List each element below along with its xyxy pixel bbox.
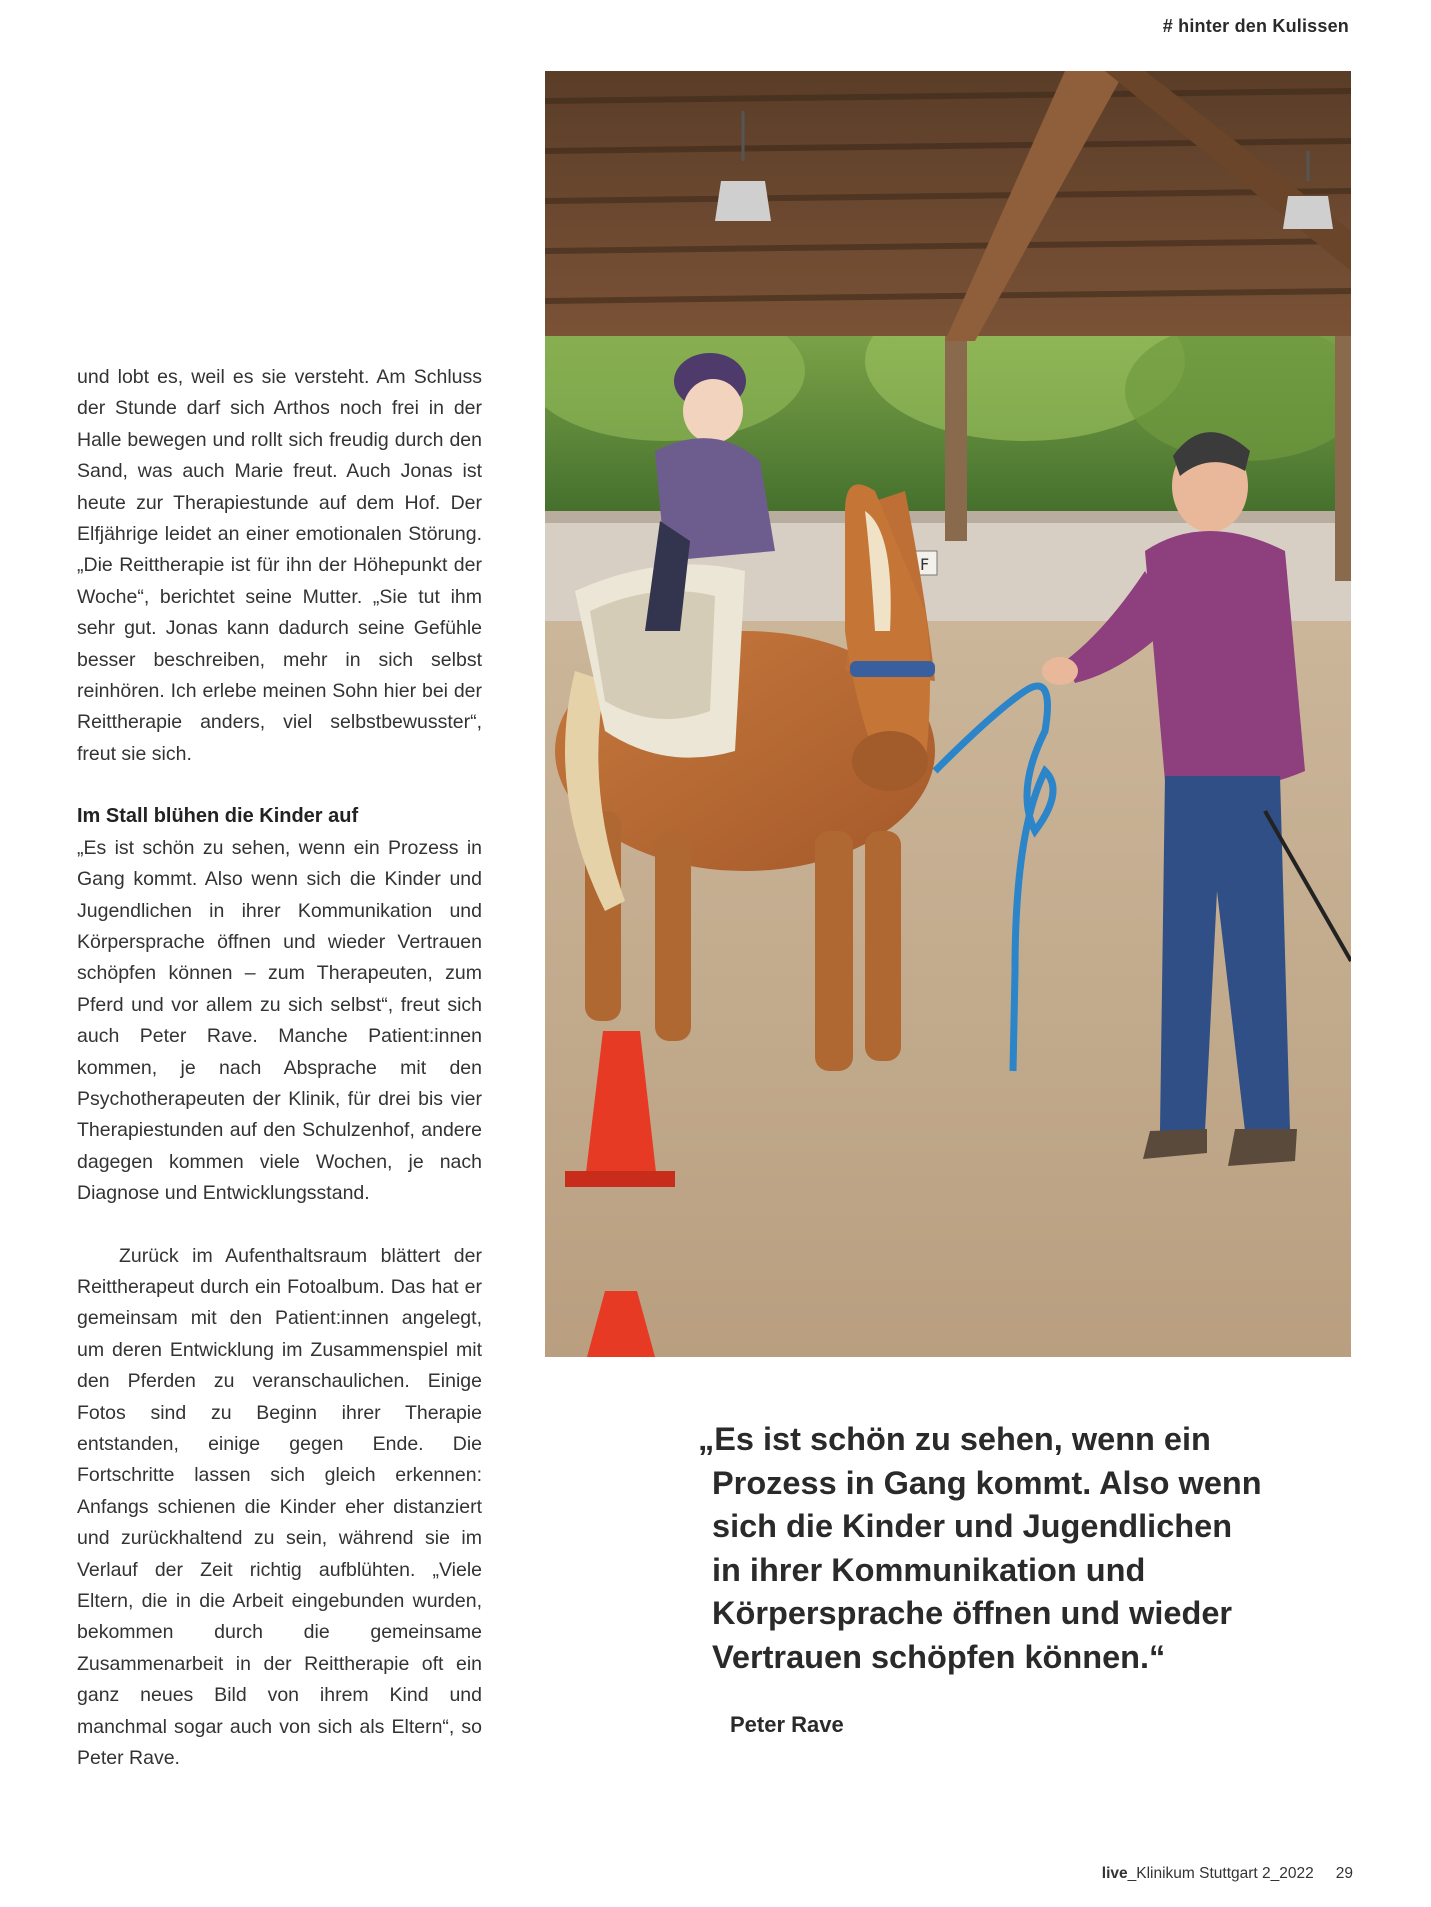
quote-line: in ihrer Kommunikation und bbox=[712, 1551, 1146, 1588]
quote-author: Peter Rave bbox=[730, 1712, 844, 1737]
quote-line: sich die Kinder und Jugendlichen bbox=[712, 1508, 1233, 1545]
footer-brand: live bbox=[1101, 1865, 1128, 1882]
quote-line: Prozess in Gang kommt. Also wenn bbox=[712, 1464, 1262, 1501]
paragraph-2: „Es ist schön zu sehen, wenn ein Prozess in Gang kommt. Also wenn sich die Kinder und Jugendlichen in ihrer Kommunikation und Körpersprache öffnen und wieder Vertrauen schöpfen können – zum Therapeuten, zum Pferd und vor allem zu sich selbst“, freut sich auch Peter Rave. Manche Patient:innen kommen, je nach Absprache mit den Psychotherapeuten der Klinik, für drei bis vier Therapiestunden auf den Schulzenhof, andere dagegen kommen viele Wochen, je nach Diagnose und Entwicklungsstand. bbox=[77, 836, 482, 1205]
subheading: Im Stall blühen die Kinder auf bbox=[77, 805, 359, 828]
footer-publication: _Klinikum Stuttgart 2_2022 bbox=[1127, 1865, 1314, 1882]
paragraph-3: Zurück im Aufenthaltsraum blättert der Reittherapeut durch ein Fotoalbum. Das hat er gemeinsam mit den Patient:innen angelegt, um deren Entwicklung im Zusammenspiel mit den Pferden zu veranschaulichen. Einige Fotos sind zu Beginn ihrer Therapie entstanden, einige gegen Ende. Die Fortschritte lassen sich gleich erkennen: Anfangs schienen die Kinder eher distanziert und zurückhaltend zu sein, während sie im Verlauf der Zeit richtig aufblühten. „Viele Eltern, die in die Arbeit eingebunden wurden, bekommen durch die gemeinsame Zusammenarbeit in der Reittherapie oft ein ganz neues Bild von ihrem Kind und manchmal sogar auch von sich als Eltern“, so Peter Rave. bbox=[77, 1244, 482, 1770]
quote-line: Körpersprache öffnen und wieder bbox=[712, 1595, 1233, 1632]
svg-text:F: F bbox=[920, 555, 930, 574]
section-tag: # hinter den Kulissen bbox=[1162, 16, 1349, 36]
quote-line: Vertrauen schöpfen können.“ bbox=[712, 1638, 1166, 1675]
riding-therapy-photo bbox=[545, 71, 1351, 1357]
page-footer bbox=[1102, 1865, 1353, 1883]
article-column bbox=[77, 362, 482, 1774]
pull-quote bbox=[698, 1418, 1312, 1680]
quote-line: „Es ist schön zu sehen, wenn ein bbox=[698, 1421, 1211, 1457]
page-number: 29 bbox=[1335, 1865, 1353, 1882]
paragraph-1: und lobt es, weil es sie versteht. Am Schluss der Stunde darf sich Arthos noch frei in der Halle bewegen und rollt sich freudig durch den Sand, was auch Marie freut. Auch Jonas ist heute zur Therapiestunde auf dem Hof. Der Elfjährige leidet an einer emotionalen Störung. „Die Reittherapie ist für ihn der Höhepunkt der Woche“, berichtet seine Mutter. „Sie tut ihm sehr gut. Jonas kann dadurch seine Gefühle besser beschreiben, mehr in sich selbst reinhören. Ich erlebe meinen Sohn hier bei der Reittherapie anders, viel selbstbewusster“, freut sie sich. bbox=[77, 366, 482, 765]
